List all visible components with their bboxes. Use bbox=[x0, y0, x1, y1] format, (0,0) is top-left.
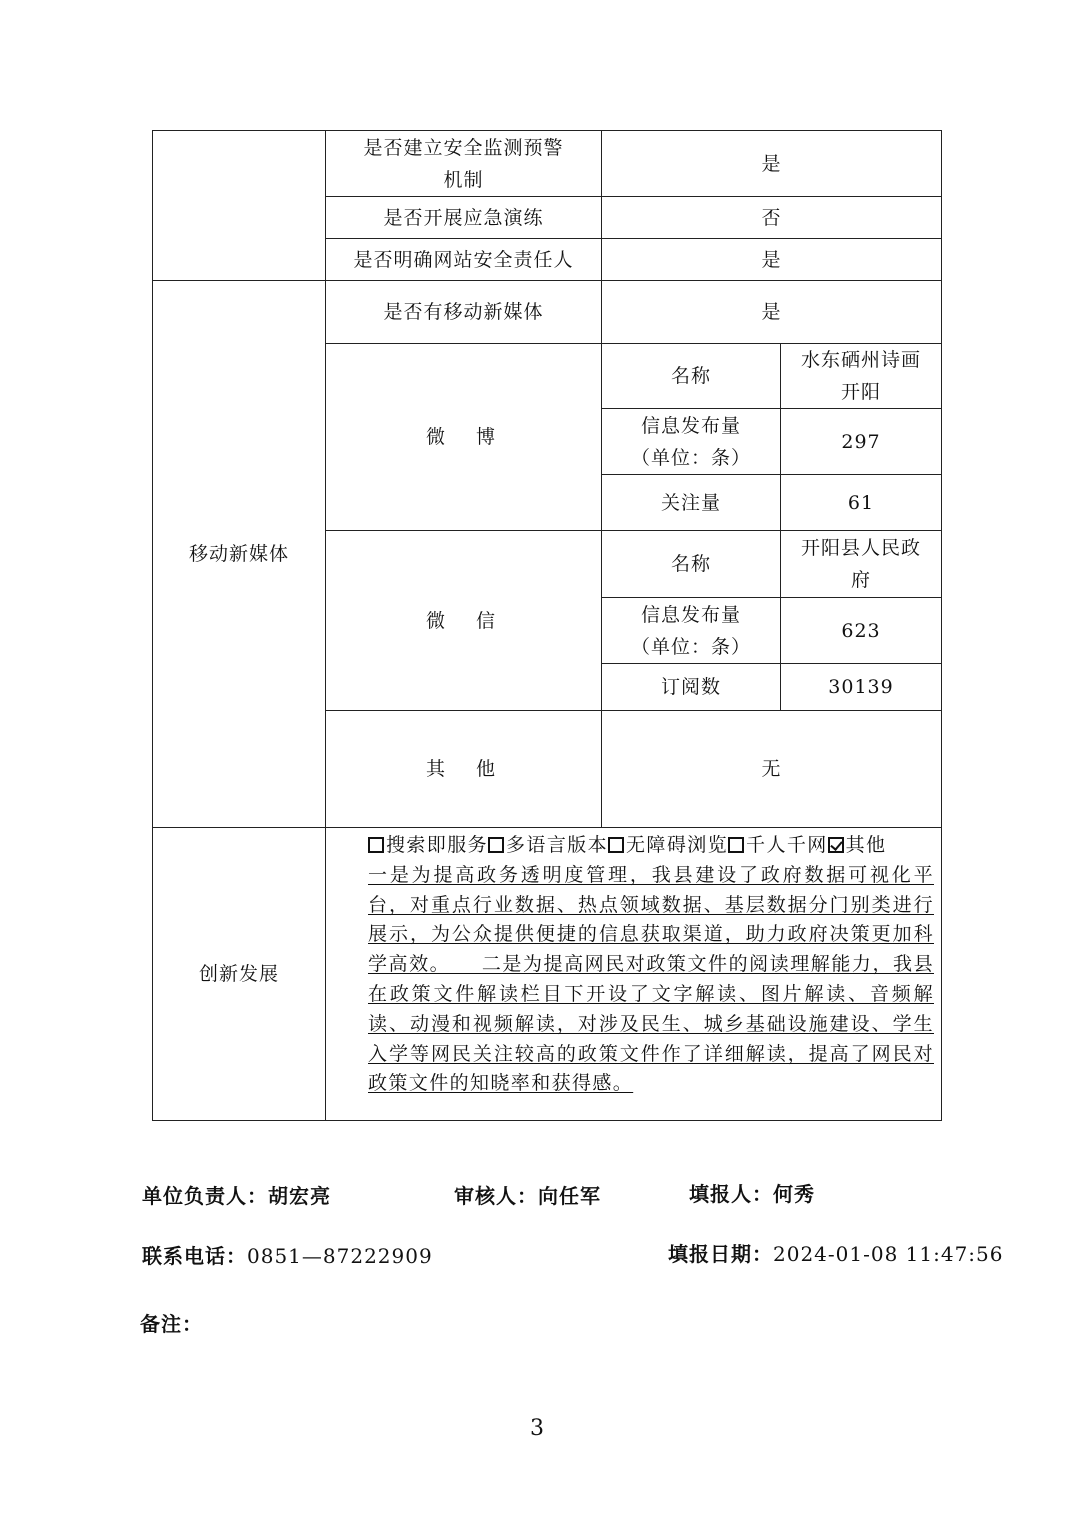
innovation-text bbox=[368, 831, 934, 1099]
security-row-value-cell bbox=[601, 238, 942, 281]
option-personalized: 千人千网 bbox=[746, 834, 828, 856]
option-accessibility: 无障碍浏览 bbox=[626, 834, 729, 856]
other-value: 无 bbox=[761, 758, 782, 780]
wechat-name-label: 名称 bbox=[670, 553, 711, 575]
wechat-label-cell bbox=[325, 530, 602, 711]
mobile-section-label: 移动新媒体 bbox=[188, 543, 289, 565]
checkbox-other-checked bbox=[828, 837, 844, 853]
security-responsible-label: 是否明确网站安全责任人 bbox=[353, 248, 574, 271]
weibo-label: 微 博 bbox=[425, 426, 501, 448]
security-row-label-cell bbox=[325, 238, 602, 281]
weibo-followers-label: 关注量 bbox=[660, 491, 721, 514]
security-row-label-cell bbox=[325, 130, 602, 197]
filler-value: 何秀 bbox=[773, 1182, 815, 1206]
innovation-description: 一是为提高政务透明度管理，我县建设了政府数据可视化平台，对重点行业数据、热点领域数据、基层数据分门别类进行展示，为公众提供便捷的信息获取渠道，助力政府决策更加科学高效。 二是为提高网民对政策文件的阅读理解能力，我县在政策文件解读栏目下开设了文字解读、图片解读、音频解读、动漫和视频解读，对涉及民生、城乡基础设施建设、学生入学等网民关注较高的政策文件作了详细解读，提高了网民对政策文件的知晓率和获得感。 bbox=[368, 863, 934, 1095]
date-label: 填报日期： bbox=[668, 1242, 773, 1266]
option-multilingual: 多语言版本 bbox=[506, 834, 609, 856]
unit-head bbox=[142, 1180, 331, 1209]
unit-head-value: 胡宏亮 bbox=[268, 1184, 331, 1208]
weibo-name-label: 名称 bbox=[670, 365, 711, 387]
checkbox-multilingual bbox=[488, 837, 504, 853]
wechat-subscribers-value-cell bbox=[780, 663, 942, 711]
phone-label: 联系电话： bbox=[142, 1244, 247, 1268]
weibo-posts-label-cell bbox=[601, 408, 781, 475]
weibo-name-value: 水东硒州诗画 bbox=[800, 349, 921, 371]
security-monitoring-label-line2: 机制 bbox=[443, 168, 484, 191]
phone-value: 0851—87222909 bbox=[247, 1244, 433, 1268]
innovation-section-label-cell bbox=[152, 827, 326, 1121]
weibo-name-value-cell bbox=[780, 343, 942, 409]
emergency-drill-value: 否 bbox=[761, 206, 782, 229]
security-row-value-cell bbox=[601, 130, 942, 197]
weibo-label-cell bbox=[325, 343, 602, 531]
mobile-section-label-cell bbox=[152, 280, 326, 828]
wechat-posts-value: 623 bbox=[841, 619, 881, 642]
security-monitoring-value: 是 bbox=[761, 152, 782, 175]
checkbox-accessibility bbox=[608, 837, 624, 853]
security-responsible-value: 是 bbox=[761, 248, 782, 271]
weibo-followers-value-cell bbox=[780, 474, 942, 531]
remarks bbox=[140, 1308, 203, 1337]
wechat-name-value-line2: 府 bbox=[850, 569, 871, 591]
innovation-content-cell bbox=[325, 827, 942, 1121]
weibo-posts-value: 297 bbox=[841, 430, 881, 453]
security-row-value-cell bbox=[601, 196, 942, 239]
innovation-options bbox=[368, 834, 886, 856]
emergency-drill-label: 是否开展应急演练 bbox=[383, 206, 544, 229]
option-search-service: 搜索即服务 bbox=[386, 834, 489, 856]
weibo-name-value-line2: 开阳 bbox=[840, 381, 881, 403]
filler bbox=[689, 1178, 815, 1207]
remarks-label: 备注： bbox=[140, 1312, 203, 1336]
option-other: 其他 bbox=[845, 834, 887, 856]
date-value: 2024-01-08 11:47:56 bbox=[773, 1242, 1004, 1266]
page-number: 3 bbox=[530, 1416, 544, 1441]
weibo-name-label-cell bbox=[601, 343, 781, 409]
security-monitoring-label: 是否建立安全监测预警 bbox=[363, 136, 564, 159]
wechat-name-value: 开阳县人民政 bbox=[800, 537, 921, 559]
reviewer bbox=[454, 1180, 601, 1209]
wechat-posts-label-cell bbox=[601, 597, 781, 664]
has-mobile-label: 是否有移动新媒体 bbox=[383, 301, 544, 323]
weibo-posts-value-cell bbox=[780, 408, 942, 475]
wechat-subscribers-value: 30139 bbox=[828, 676, 894, 698]
checkbox-personalized bbox=[728, 837, 744, 853]
wechat-posts-label: 信息发布量 bbox=[640, 603, 741, 626]
fill-date bbox=[668, 1238, 1004, 1267]
wechat-subscribers-label: 订阅数 bbox=[660, 676, 721, 698]
reviewer-value: 向任军 bbox=[538, 1184, 601, 1208]
weibo-followers-value: 61 bbox=[847, 491, 875, 514]
has-mobile-value: 是 bbox=[761, 301, 782, 323]
security-row-label-cell bbox=[325, 196, 602, 239]
wechat-subscribers-label-cell bbox=[601, 663, 781, 711]
filler-label: 填报人： bbox=[689, 1182, 773, 1206]
weibo-posts-label: 信息发布量 bbox=[640, 414, 741, 437]
wechat-label: 微 信 bbox=[425, 609, 501, 632]
has-mobile-value-cell bbox=[601, 280, 942, 344]
has-mobile-label-cell bbox=[325, 280, 602, 344]
wechat-posts-label-unit: （单位：条） bbox=[630, 635, 751, 658]
wechat-name-value-cell bbox=[780, 530, 942, 598]
other-label: 其 他 bbox=[425, 758, 501, 780]
wechat-posts-value-cell bbox=[780, 597, 942, 664]
wechat-name-label-cell bbox=[601, 530, 781, 598]
checkbox-search-service bbox=[368, 837, 384, 853]
innovation-section-label: 创新发展 bbox=[198, 963, 279, 985]
other-value-cell bbox=[601, 710, 942, 828]
weibo-posts-label-unit: （单位：条） bbox=[630, 446, 751, 469]
reviewer-label: 审核人： bbox=[454, 1184, 538, 1208]
contact-phone bbox=[142, 1240, 433, 1269]
security-section-label-cell bbox=[152, 130, 326, 281]
other-label-cell bbox=[325, 710, 602, 828]
weibo-followers-label-cell bbox=[601, 474, 781, 531]
unit-head-label: 单位负责人： bbox=[142, 1184, 268, 1208]
